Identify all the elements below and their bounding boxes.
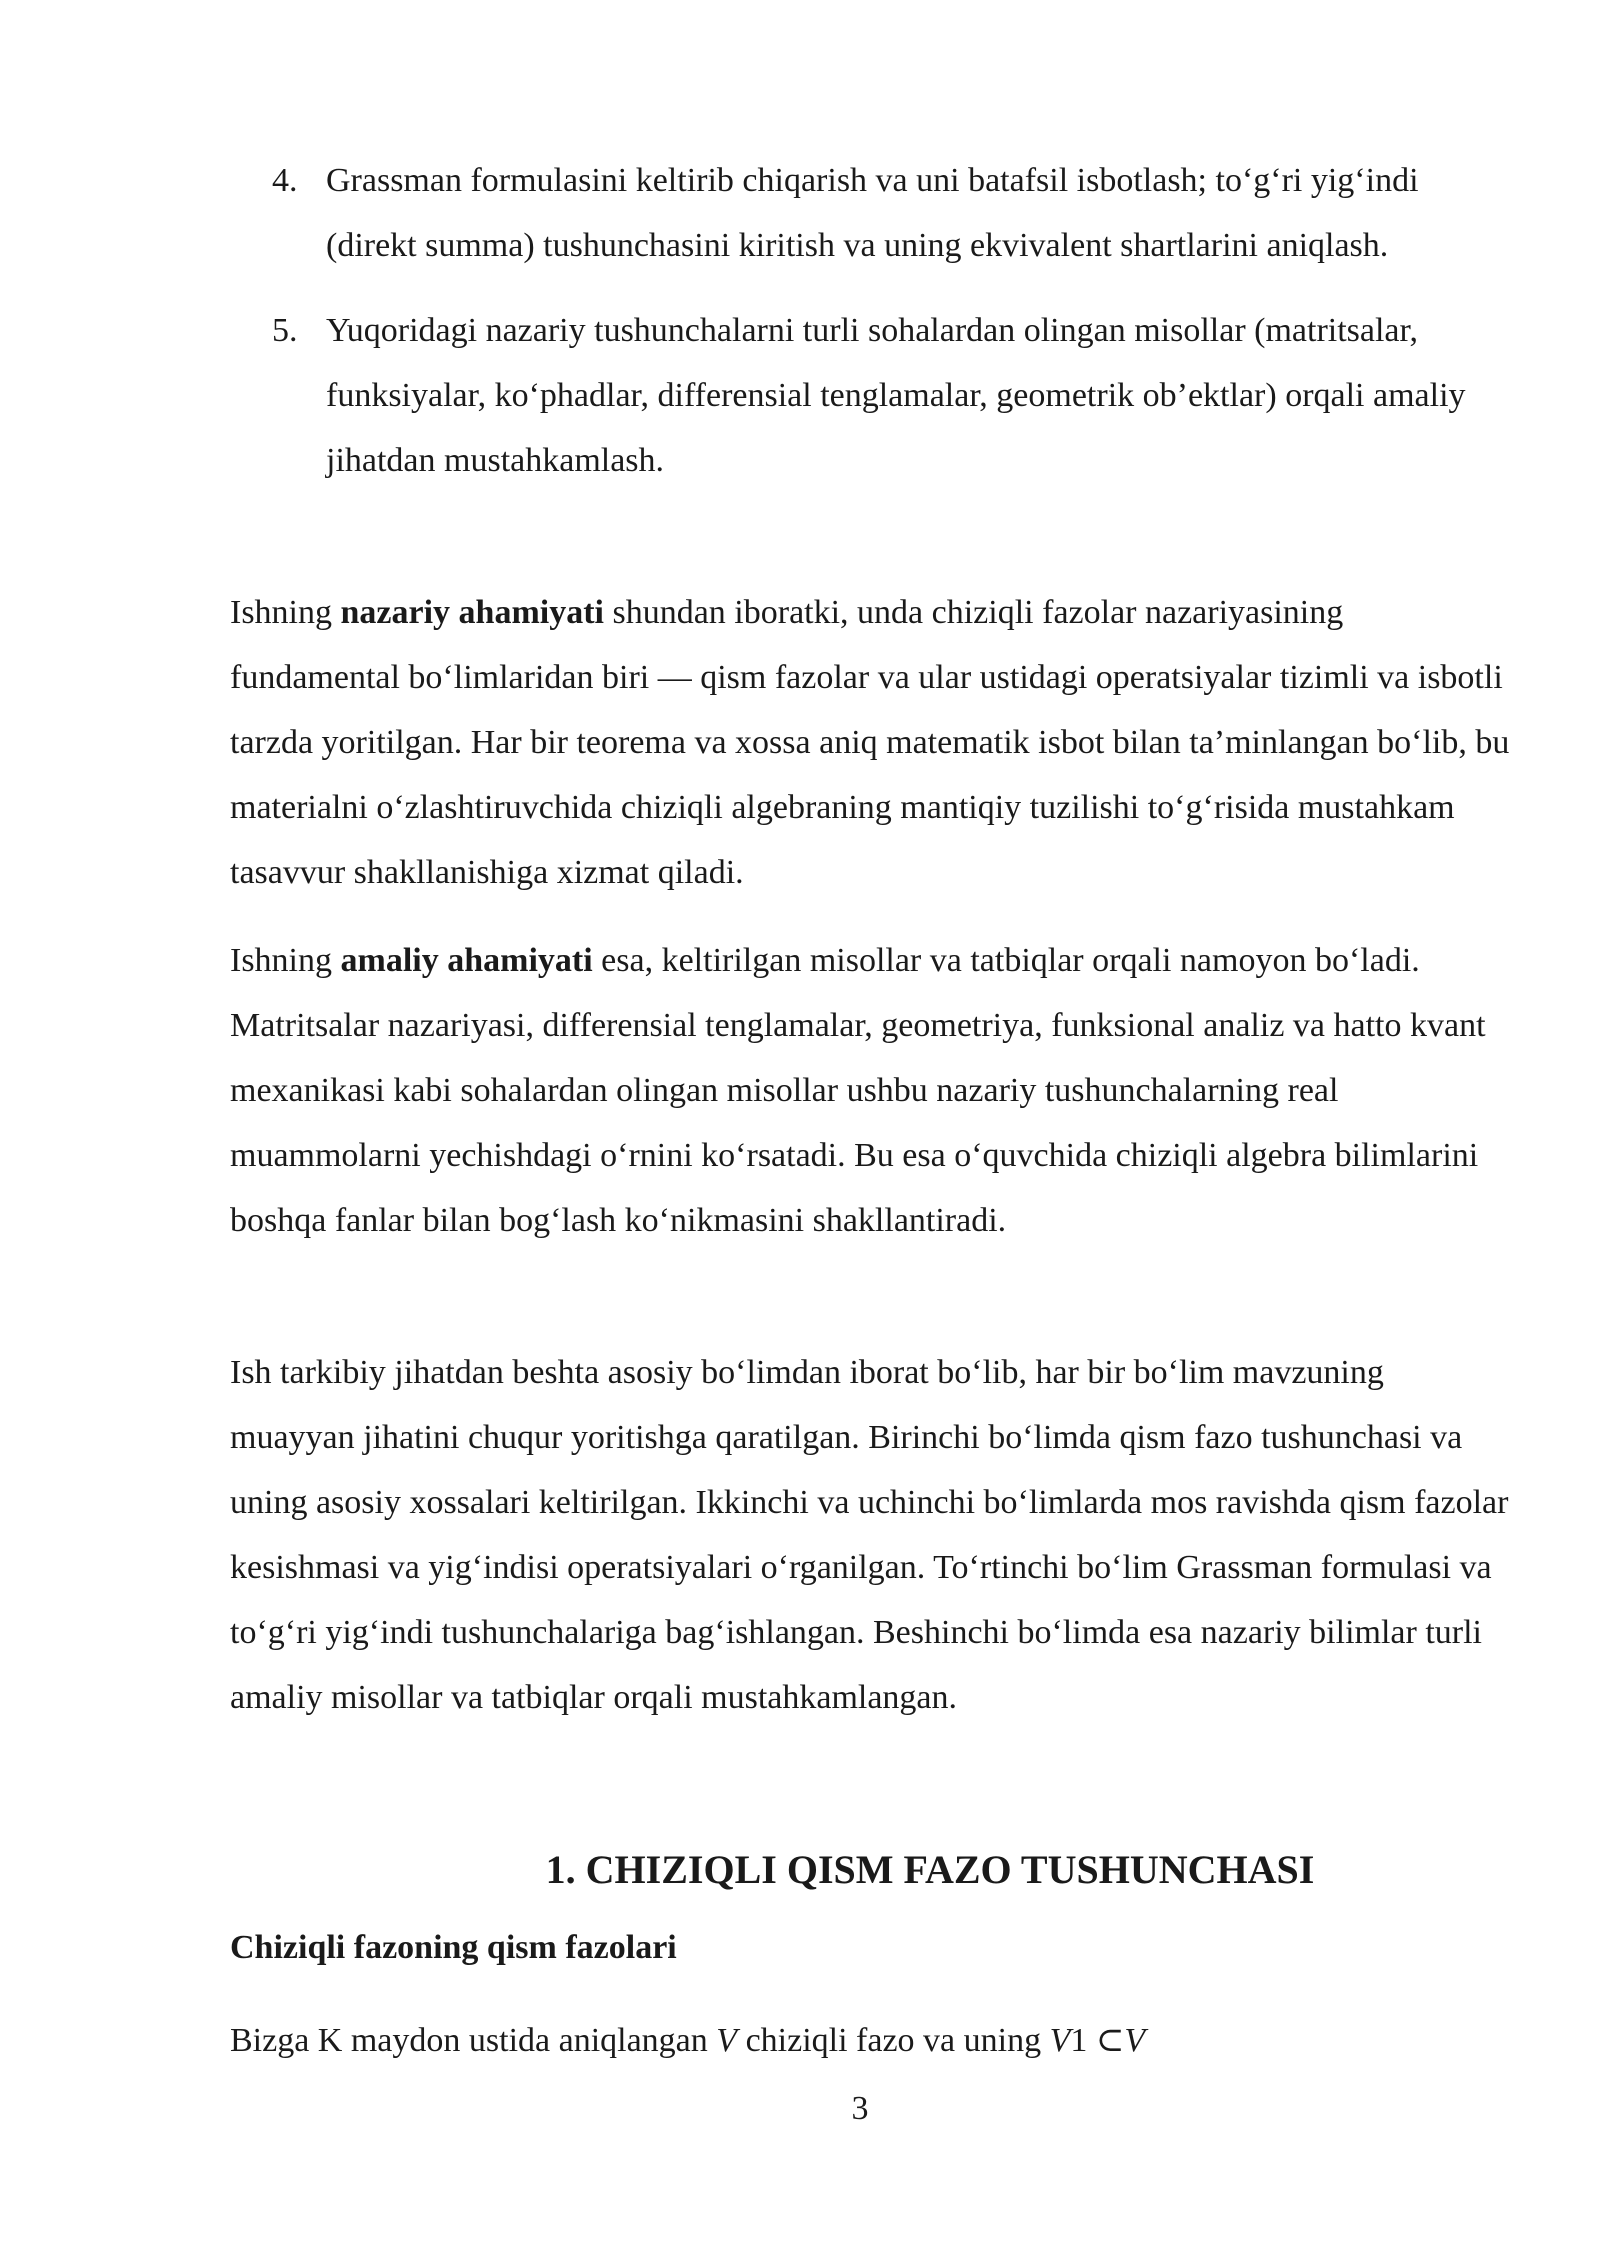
section-heading: 1. CHIZIQLI QISM FAZO TUSHUNCHASI — [545, 1847, 1315, 1892]
math-variable: V — [716, 2022, 738, 2059]
paragraph-practical-significance — [230, 928, 1510, 1253]
subsection-heading: Chiziqli fazoning qism fazolari — [230, 1929, 677, 1966]
objectives-list — [272, 148, 1502, 513]
paragraph-text: esa, keltirilgan misollar va tatbiqlar orqali namoyon bo‘ladi. Matritsalar nazariyasi, differensial tenglamalar, geometriya, funksional analiz va hatto kvant mexanikasi kabi sohalardan olingan misollar ushbu nazariy tushunchalarning real muammolarni yechishdagi o‘rnini ko‘rsatadi. Bu esa o‘quvchida chiziqli algebra bilimlarini boshqa fanlar bilan bog‘lash ko‘nikmasini shakllantiradi. — [230, 942, 1486, 1239]
paragraph-structure — [230, 1340, 1510, 1730]
paragraph-text: shundan iboratki, unda chiziqli fazolar nazariyasining fundamental bo‘limlaridan biri — qism fazolar va ular ustidagi operatsiyalar tizimli va isbotli tarzda yoritilgan. Har bir teorema va xossa aniq matematik isbot bilan ta’minlangan bo‘lib, bu materialni o‘zlashtiruvchida chiziqli algebraning mantiqiy tuzilishi to‘g‘risida mustahkam tasavvur shakllanishiga xizmat qiladi. — [230, 594, 1510, 891]
paragraph-text: chiziqli fazo va uning — [737, 2022, 1050, 2059]
paragraph-definition-intro — [230, 2008, 1510, 2073]
paragraph-text: Ishning — [230, 942, 341, 979]
math-subscript: 1 — [1070, 2022, 1088, 2059]
paragraph-bold-term: amaliy ahamiyati — [340, 942, 593, 979]
list-item-number: 5. — [272, 312, 298, 349]
page-number: 3 — [851, 2090, 869, 2127]
list-item-number: 4. — [272, 162, 298, 199]
paragraph-bold-term: nazariy ahamiyati — [340, 594, 604, 631]
paragraph-theoretical-significance — [230, 580, 1510, 905]
math-variable: V — [1049, 2022, 1071, 2059]
list-item — [272, 298, 1502, 493]
list-item-text: Grassman formulasini keltirib chiqarish va uni batafsil isbotlash; to‘g‘ri yig‘indi (direkt summa) tushunchasini kiritish va uning ekvivalent shartlarini aniqlash. — [326, 162, 1419, 264]
list-item — [272, 148, 1502, 278]
paragraph-text: Bizga K maydon ustida aniqlangan — [230, 2022, 717, 2059]
list-item-text: Yuqoridagi nazariy tushunchalarni turli sohalardan olingan misollar (matritsalar, funksiyalar, ko‘phadlar, differensial tenglamalar, geometrik ob’ektlar) orqali amaliy jihatdan mustahkamlash. — [326, 312, 1466, 479]
paragraph-text: Ish tarkibiy jihatdan beshta asosiy bo‘limdan iborat bo‘lib, har bir bo‘lim mavzuning muayyan jihatini chuqur yoritishga qaratilgan. Birinchi bo‘limda qism fazo tushunchasi va uning asosiy xossalari keltirilgan. Ikkinchi va uchinchi bo‘limlarda mos ravishda qism fazolar kesishmasi va yig‘indisi operatsiyalari o‘rganilgan. To‘rtinchi bo‘lim Grassman formulasi va to‘g‘ri yig‘indi tushunchalariga bag‘ishlangan. Beshinchi bo‘limda esa nazariy bilimlar turli amaliy misollar va tatbiqlar orqali mustahkamlangan. — [230, 1354, 1509, 1716]
paragraph-text: Ishning — [230, 594, 341, 631]
math-variable: V — [1124, 2022, 1146, 2059]
subset-symbol: ⊂ — [1087, 2022, 1125, 2059]
